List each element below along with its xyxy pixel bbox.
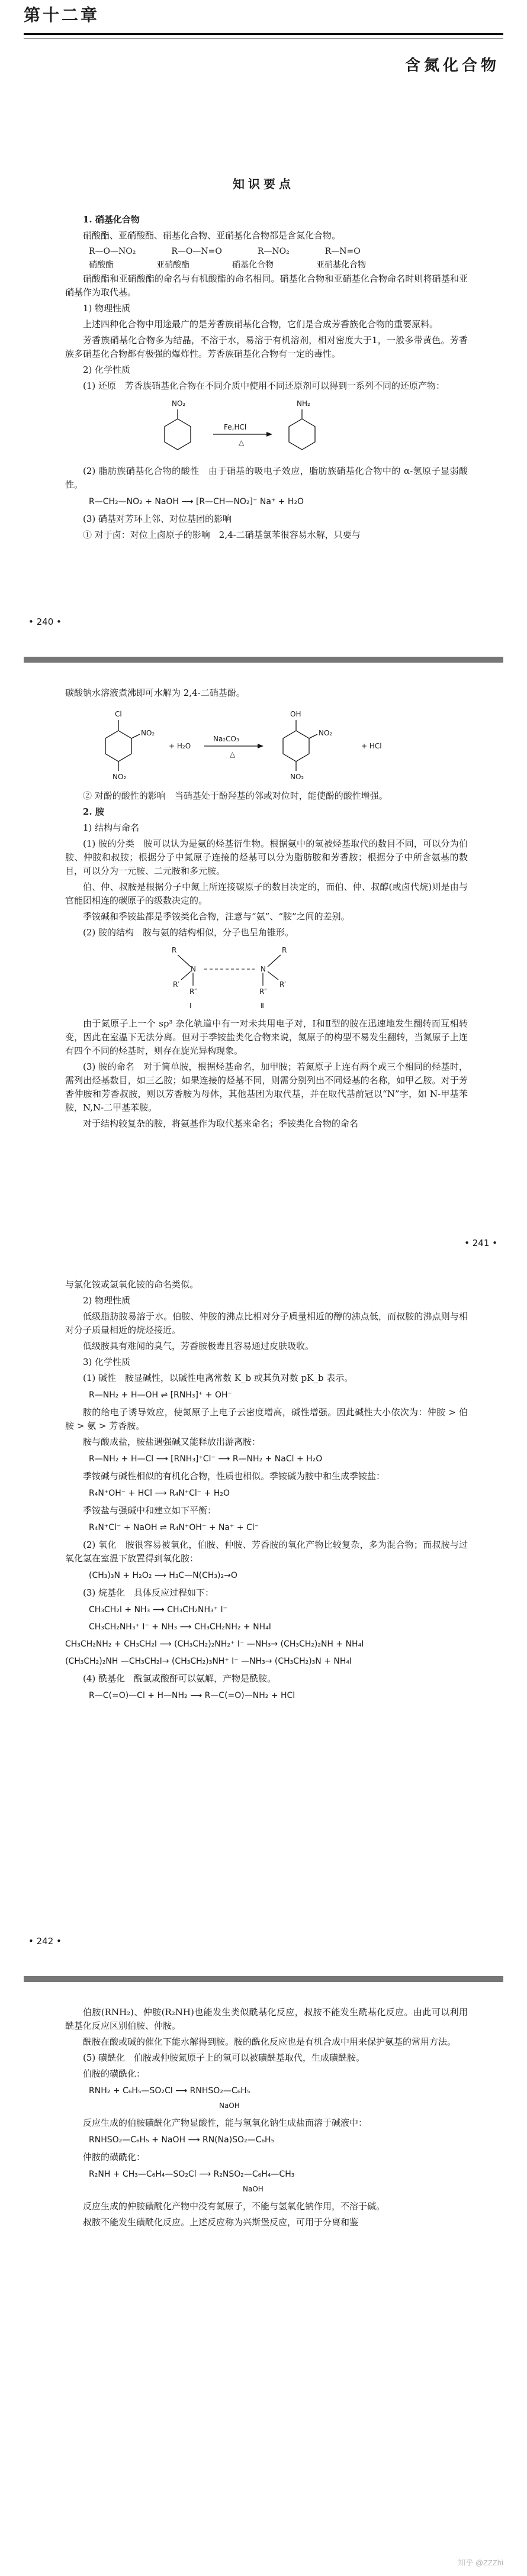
acylation-note-1: 伯胺(RNH₂)、仲胺(R₂NH)也能发生类似酰基化反应，叔胺不能发生酰基化反应。由此可以利用酰基化反应区别伯胺、仲胺。 [65,2007,468,2031]
heat-symbol: △ [239,438,245,447]
secondary-product-text: 反应生成的仲胺磺酰化产物中没有氮原子，不能与氢氧化钠作用，不溶于碱。 [83,2201,385,2212]
quaternary-formula-2: R₄N⁺Cl⁻ + NaOH ⇌ R₄N⁺OH⁻ + Na⁺ + Cl⁻ [89,1523,259,1532]
amine-properties-section [65,1278,468,1706]
basicity-order-text: 胺的给电子诱导效应，使氮原子上电子云密度增高，碱性增强。因此碱性大小依次为：仲胺 > 伯胺 > 氨 > 芳香胺。 [65,1407,468,1431]
hydrolysis-diagram [65,702,468,785]
sulfonamide-salt-text: 反应生成的伯胺磺酰化产物显酸性，能与氢氧化钠生成盐而溶于碱液中： [83,2117,368,2128]
quaternary-formula-1: R₄N⁺OH⁻ + HCl ⟶ R₄N⁺Cl⁻ + H₂O [89,1489,230,1498]
amine-inversion-diagram [65,942,468,1013]
water-reactant: + H₂O [169,742,191,750]
dinitrochlorobenzene-structure [105,710,155,781]
phys-text-2: 芳香族硝基化合物多为结晶，不溶于水，易溶于有机溶剂，相对密度大于1，一般多带黄色。芳香族多硝基化合物都有极强的爆炸性。芳香族硝基化合物有一定的毒性。 [65,335,468,359]
naming-continuation: 与氯化铵或氢氧化铵的命名类似。 [65,1279,199,1290]
alpha-acidity-text: (2) 脂肪族硝基化合物的酸性 由于硝基的吸电子效应，脂肪族硝基化合物中的 α-氢原子显弱酸性。 [65,466,468,490]
phenol-acidity-text: ② 对酚的酸性的影响 当硝基处于酚羟基的邻或对位时，能使酚的酸性增强。 [83,790,388,801]
r-prime-label-1: R′ [173,980,180,989]
para-nitro-label: NO₂ [113,773,127,781]
sulfonylation-text: (5) 磺酰化 伯胺或仲胺氮原子上的氢可以被磺酰基取代，生成磺酰胺。 [83,2052,365,2063]
nitro-group-label: NO₂ [172,399,186,408]
amine-section [65,686,468,1133]
nitro-section [65,213,468,544]
sulfonamide-salt-formula: RNHSO₂—C₆H₅ + NaOH ⟶ RN(Na)SO₂—C₆H₅ [89,2135,275,2145]
quaternary-note: 季铵碱和季铵盐都是季铵类化合物，注意与“氨”、“胺”之间的差别。 [83,911,350,922]
hcl-product: + HCl [361,742,382,750]
substituent-heading: (3) 硝基对芳环上邻、对位基团的影响 [83,514,232,524]
name-nitrite: 亚硝酸酯 [156,260,189,270]
page-separator-2 [24,1976,503,1982]
roman-one: Ⅰ [189,1002,192,1010]
complex-naming-text: 对于结构较复杂的胺，将氨基作为取代基来命名；季铵类化合物的命名 [83,1118,359,1129]
amine-classification-text-2: 伯、仲、叔胺是根据分子中氮上所连接碳原子的数目决定的，而伯、仲、叔醇(或卤代烷)则是由与官能团相连的碳原子的级数决定的。 [65,882,468,906]
section-title: 知识要点 [233,177,294,191]
chapter-number: 第十二章 [24,5,100,25]
chapter-title: 含氮化合物 [404,57,500,75]
alkylation-step-1: CH₃CH₂I + NH₃ ⟶ CH₃CH₂NH₃⁺ I⁻ [89,1605,227,1615]
phys-heading: 1) 物理性质 [83,303,131,314]
r-label-1: R [172,946,177,954]
amine-phys-text-2: 低级胺具有难闻的臭气，芳香胺极毒且容易通过皮肤吸收。 [83,1341,314,1351]
secondary-sulfonylation-formula: R₂NH + CH₃—C₆H₄—SO₂Cl ⟶ R₂NSO₂—C₆H₄—CH₃ [89,2170,295,2179]
nitro-intro: 硝酸酯、亚硝酸酯、硝基化合物、亚硝基化合物都是含氮化合物。 [83,230,341,241]
n-atom-2: N [261,965,266,973]
name-nitrate: 硝酸酯 [89,260,114,270]
salt-text: 胺与酸成盐，胺盐遇强碱又能释放出游离胺： [83,1437,261,1447]
substituent-text: ① 对于卤：对位上卤原子的影响 2,4-二硝基氯苯很容易水解，只要与 [83,530,361,540]
page-number-240: • 240 • [28,616,62,627]
amine-phys-heading: 2) 物理性质 [83,1295,131,1306]
page-number-242: • 242 • [28,1936,62,1946]
formula-nitro: R—NO₂ [257,247,290,256]
basicity-formula: R—NH₂ + H—OH ⇌ [RNH₃]⁺ + OH⁻ [89,1390,232,1400]
sulfonylation-section [65,2006,468,2232]
r-prime-label-2: R′ [279,980,287,989]
name-nitroso: 亚硝基化合物 [316,260,366,270]
reduction-text: (1) 还原 芳香族硝基化合物在不同介质中使用不同还原剂可以得到一系列不同的还原产物： [83,380,445,391]
nitrobenzene-structure [165,399,191,450]
oxidation-text: (2) 氧化 胺很容易被氧化，伯胺、仲胺、芳香胺的氧化产物比较复杂，多为混合物；而叔胺与过氧化氢在室温下放置得到氧化胺： [65,1539,468,1564]
alkylation-step-2: CH₃CH₂NH₃⁺ I⁻ + NH₃ ⟶ CH₃CH₂NH₂ + NH₄I [89,1622,271,1632]
nitro-heading: 1. 硝基化合物 [83,214,140,225]
amine-classification-text: (1) 胺的分类 胺可以认为是氨的烃基衍生物。根据氨中的氢被烃基取代的数目不同，可以分为伯胺、仲胺和叔胺；根据分子中氮原子连接的烃基可以分为脂肪胺和芳香胺；根据分子中所含氨基的数目，可以分为一元胺、二元胺和多元胺。 [65,838,468,876]
reduction-arrow [213,423,272,447]
dinitrophenol-structure [283,710,332,781]
acylation-note-2: 酰胺在酸或碱的催化下能水解得到胺。胺的酰化反应也是有机合成中用来保护氨基的常用方法。 [83,2036,457,2047]
name-nitro: 硝基化合物 [232,260,274,270]
phenol-para-nitro-label: NO₂ [290,773,304,781]
hydrolysis-reagent: Na₂CO₃ [213,735,239,743]
naoh-reagent-1: NaOH [219,2102,240,2110]
primary-sulfonylation-formula: RNH₂ + C₆H₅—SO₂Cl ⟶ RNHSO₂—C₆H₅ [89,2086,250,2096]
aniline-structure [289,399,315,450]
amine-structure-II [259,946,287,1010]
amino-group-label: NH₂ [297,399,310,408]
amine-chem-heading: 3) 化学性质 [83,1357,131,1367]
ortho-nitro-label: NO₂ [141,729,155,737]
page-separator [24,657,503,663]
amine-structure-text: (2) 胺的结构 胺与氨的结构相似，分子也呈角锥形。 [83,927,294,938]
amine-heading: 2. 胺 [83,806,104,817]
structure-naming-heading: 1) 结构与命名 [83,822,140,833]
nitro-formulas [89,245,468,259]
amine-structure-I [172,946,197,1010]
primary-sulfonylation-heading: 伯胺的磺酰化： [83,2068,146,2079]
roman-two: Ⅱ [261,1002,264,1010]
formula-nitrate: R—O—NO₂ [89,247,136,256]
secondary-sulfonylation-heading: 仲胺的磺酰化： [83,2152,146,2162]
salt-formula: R—NH₂ + H—Cl ⟶ [RNH₃]⁺Cl⁻ ⟶ R—NH₂ + NaCl + H₂O [89,1454,323,1464]
r-label-2: R [282,946,287,954]
alkylation-step-3: CH₃CH₂NH₂ + CH₃CH₂I ⟶ (CH₃CH₂)₂NH₂⁺ I⁻ —NH₃→ (CH₃CH₂)₂NH + NH₄I [65,1639,364,1649]
heat-symbol-2: △ [230,750,236,758]
acylation-formula: R—C(=O)—Cl + H—NH₂ ⟶ R—C(=O)—NH₂ + HCl [89,1691,295,1700]
quaternary-equilibrium-text: 季铵盐与强碱中和建立如下平衡： [83,1505,217,1516]
naoh-reagent-2: NaOH [243,2185,264,2193]
formula-nitroso: R—N=O [324,247,361,256]
hinsberg-text: 叔胺不能发生磺酰化反应。上述反应称为兴斯堡反应，可用于分离和鉴 [83,2217,359,2228]
nitro-names [89,259,468,272]
oxidation-formula: (CH₃)₃N + H₂O₂ ⟶ H₃C—N(CH₃)₂→O [89,1571,237,1580]
r-dprime-label-1: R″ [189,987,197,996]
alkylation-text: (3) 烷基化 具体反应过程如下： [83,1587,214,1598]
reduction-reagent: Fe,HCl [224,423,247,431]
nitro-naming: 硝酸酯和亚硝酸酯的命名与有机酸酯的命名相同。硝基化合物和亚硝基化合物命名时则将硝基和亚硝基作为取代基。 [65,273,468,298]
reduction-diagram [65,395,468,460]
hydroxyl-label: OH [290,710,301,718]
chloro-label: Cl [115,710,122,718]
inversion-text: 由于氮原子上一个 sp³ 杂化轨道中有一对未共用电子对，Ⅰ和Ⅱ型的胺在迅速地发生翻转而互相转变，因此在室温下无法分离。但对于季铵盐类化合物来说，氮原子的构型不易发生翻转，当氮原子上连有四个不同的烃基时，则存在旋光异构现象。 [65,1018,468,1056]
alpha-acidity-formula: R—CH₂—NO₂ + NaOH ⟶ [R—CH—NO₂]⁻ Na⁺ + H₂O [89,497,304,506]
header-rule [24,33,503,35]
phenol-ortho-nitro-label: NO₂ [319,729,333,737]
amine-naming-text: (3) 胺的命名 对于简单胺，根据烃基命名，加甲胺；若氮原子上连有两个或三个相同的烃基时，需列出烃基数目，如三乙胺；如果连接的烃基不同，则需分别列出不同烃基的名称，如甲乙胺。对于芳香仲胺和芳香叔胺，则以芳香胺为母体，其他基团为取代基，并在取代基前冠以“N”字，如 N-甲基苯胺，N,N-二甲基苯胺。 [65,1061,468,1113]
acylation-text: (4) 酰基化 酰氯或酸酐可以氨解，产物是酰胺。 [83,1673,277,1684]
basicity-text: (1) 碱性 胺显碱性，以碱性电离常数 K_b 或其负对数 pK_b 表示。 [83,1373,354,1383]
quaternary-base-text: 季铵碱与碱性相似的有机化合物，性质也相似。季铵碱为胺中和生成季铵盐： [83,1471,385,1481]
n-atom-1: N [191,965,196,973]
hydrolysis-arrow [204,735,264,758]
chem-heading: 2) 化学性质 [83,364,131,375]
phys-text-1: 上述四种化合物中用途最广的是芳香族硝基化合物，它们是合成芳香族化合物的重要原料。 [83,319,439,330]
amine-phys-text-1: 低级脂肪胺易溶于水。伯胺、仲胺的沸点比相对分子质量相近的醇的沸点低，而叔胺的沸点则与相对分子质量相近的烷烃接近。 [65,1311,468,1335]
r-dprime-label-2: R″ [259,987,267,996]
hydrolysis-continuation: 碳酸钠水溶液煮沸即可水解为 2,4-二硝基酚。 [65,687,245,698]
page-number-241: • 241 • [464,1238,497,1248]
formula-nitrite: R—O—N=O [171,247,222,256]
alkylation-step-4: (CH₃CH₂)₂NH —CH₃CH₂I→ (CH₃CH₂)₃NH⁺ I⁻ —NH₃→ (CH₃CH₂)₃N + NH₄I [65,1657,352,1666]
watermark: 知乎 @ZZZhi [458,2558,503,2567]
